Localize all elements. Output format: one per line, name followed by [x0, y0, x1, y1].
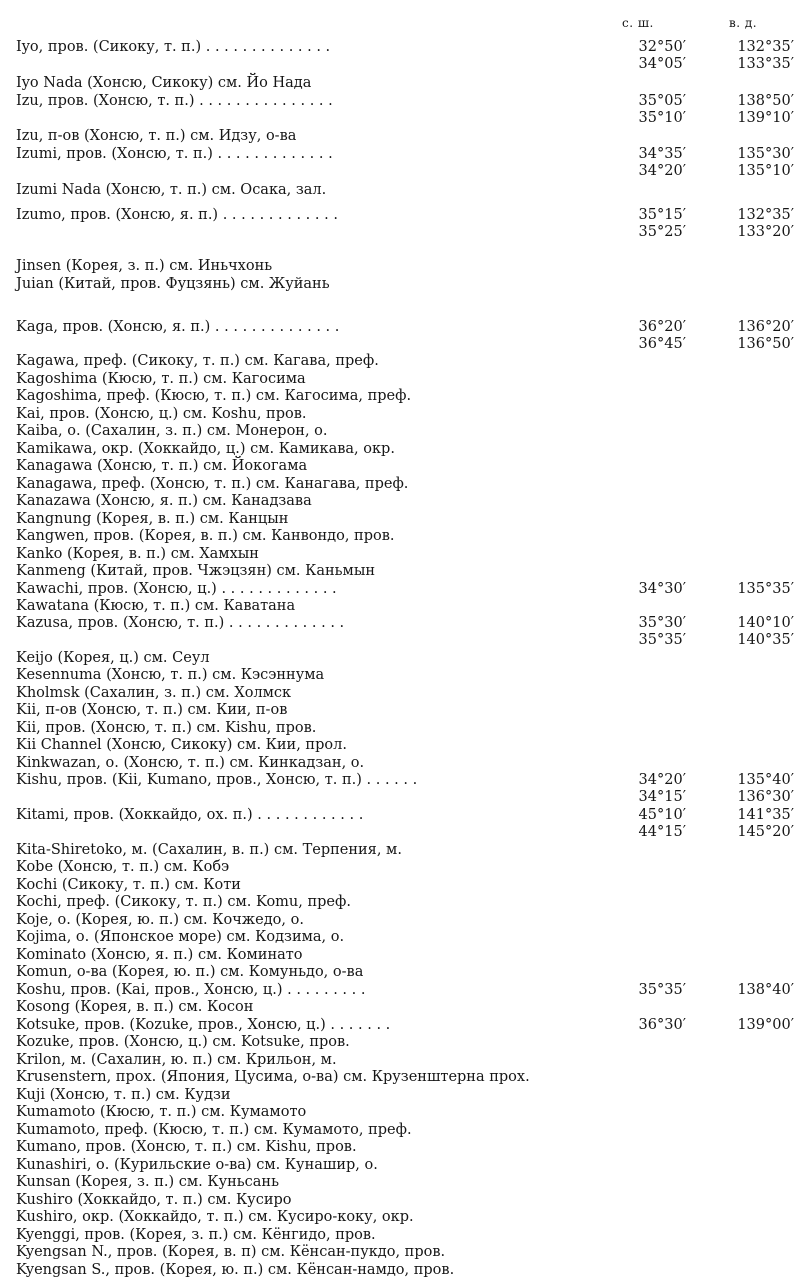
- entry-text: Krusenstern, прох. (Япония, Цусима, о-ва) см. Крузенштерна прох.: [16, 1069, 530, 1085]
- gazetteer-entry: [16, 92, 796, 110]
- longitude-value: 145°20′: [737, 824, 794, 840]
- gazetteer-entry: [16, 806, 796, 824]
- entry-text: Kochi, преф. (Сикоку, т. п.) см. Komu, преф.: [16, 894, 351, 910]
- gazetteer-entry: [16, 1226, 796, 1244]
- coordinate-continuation-row: [16, 109, 796, 127]
- entry-text: Kyenggi, пров. (Корея, з. п.) см. Кёнгидо, пров.: [16, 1227, 376, 1243]
- entry-text: Kazusa, пров. (Хонсю, т. п.) . . . . . . . . . . . . .: [16, 615, 345, 631]
- latitude-value: 36°45′: [638, 336, 686, 352]
- longitude-value: 132°35′: [737, 39, 794, 55]
- gazetteer-entry: [16, 38, 796, 56]
- gazetteer-entry: [16, 275, 796, 293]
- gazetteer-entry: [16, 981, 796, 999]
- entry-text: Izumo, пров. (Хонсю, я. п.) . . . . . . . . . . . . .: [16, 207, 338, 223]
- gazetteer-entry: [16, 858, 796, 876]
- gazetteer-entry: [16, 684, 796, 702]
- longitude-value: 135°35′: [737, 581, 794, 597]
- gazetteer-entry: [16, 614, 796, 632]
- entry-text: Kumamoto (Кюсю, т. п.) см. Кумамото: [16, 1104, 307, 1120]
- entry-text: Kangwen, пров. (Корея, в. п.) см. Канвондо, пров.: [16, 528, 395, 544]
- gazetteer-entry: [16, 1016, 796, 1034]
- entry-text: Kunashiri, о. (Курильские о-ва) см. Кунашир, о.: [16, 1157, 378, 1173]
- gazetteer-entry: [16, 181, 796, 199]
- entry-text: Kagoshima (Кюсю, т. п.) см. Кагосима: [16, 371, 306, 387]
- latitude-value: 34°05′: [638, 56, 686, 72]
- gazetteer-entry: [16, 963, 796, 981]
- longitude-value: 141°35′: [737, 807, 794, 823]
- entry-text: Kii Channel (Хонсю, Сикоку) см. Кии, прол.: [16, 737, 347, 753]
- entry-text: Kanagawa (Хонсю, т. п.) см. Йокогама: [16, 458, 308, 474]
- entry-text: Iyo Nada (Хонсю, Сикоку) см. Йо Нада: [16, 75, 312, 91]
- gazetteer-entry: [16, 649, 796, 667]
- entry-text: Kozuke, пров. (Хонсю, ц.) см. Kotsuke, пров.: [16, 1034, 350, 1050]
- longitude-value: 139°00′: [737, 1017, 794, 1033]
- gazetteer-entry: [16, 74, 796, 92]
- entry-text: Juian (Китай, пров. Фуцзянь) см. Жуйань: [16, 276, 330, 292]
- entry-text: Kaga, пров. (Хонсю, я. п.) . . . . . . . . . . . . . .: [16, 319, 340, 335]
- entry-text: Izumi, пров. (Хонсю, т. п.) . . . . . . . . . . . . .: [16, 146, 333, 162]
- entry-text: Kawatana (Кюсю, т. п.) см. Каватана: [16, 598, 296, 614]
- gazetteer-entry: [16, 1173, 796, 1191]
- gazetteer-entry: [16, 422, 796, 440]
- entry-text: Keijo (Корея, ц.) см. Сеул: [16, 650, 210, 666]
- longitude-value: 136°50′: [737, 336, 794, 352]
- gazetteer-entry: [16, 580, 796, 598]
- gazetteer-entry: [16, 527, 796, 545]
- longitude-value: 140°35′: [737, 632, 794, 648]
- entry-text: Kai, пров. (Хонсю, ц.) см. Koshu, пров.: [16, 406, 307, 422]
- gazetteer-entry: [16, 736, 796, 754]
- latitude-value: 36°20′: [638, 319, 686, 335]
- entry-text: Kagoshima, преф. (Кюсю, т. п.) см. Кагосима, преф.: [16, 388, 412, 404]
- entry-text: Kinkwazan, о. (Хонсю, т. п.) см. Кинкадзан, о.: [16, 755, 365, 771]
- gazetteer-entry: [16, 1068, 796, 1086]
- gazetteer-entry: [16, 1208, 796, 1226]
- entry-text: Kitami, пров. (Хоккайдо, ох. п.) . . . . . . . . . . . .: [16, 807, 364, 823]
- entry-text: Kyengsan N., пров. (Корея, в. п) см. Кёнсан-пукдо, пров.: [16, 1244, 446, 1260]
- entry-text: Izu, пров. (Хонсю, т. п.) . . . . . . . . . . . . . . .: [16, 93, 333, 109]
- gazetteer-entry: [16, 492, 796, 510]
- gazetteer-entry: [16, 928, 796, 946]
- entry-text: Kanazawa (Хонсю, я. п.) см. Канадзава: [16, 493, 312, 509]
- gazetteer-entry: [16, 387, 796, 405]
- coordinate-continuation-row: [16, 55, 796, 73]
- longitude-value: 136°30′: [737, 789, 794, 805]
- entry-text: Kawachi, пров. (Хонсю, ц.) . . . . . . . . . . . . .: [16, 581, 337, 597]
- coordinate-continuation-row: [16, 823, 796, 841]
- gazetteer-entry: [16, 666, 796, 684]
- gazetteer-entry: [16, 257, 796, 275]
- longitude-value: 135°40′: [737, 772, 794, 788]
- coordinate-continuation-row: [16, 335, 796, 353]
- entry-text: Kumamoto, преф. (Кюсю, т. п.) см. Кумамото, преф.: [16, 1122, 412, 1138]
- entry-text: Kaiba, о. (Сахалин, з. п.) см. Монерон, о.: [16, 423, 328, 439]
- longitude-value: 140°10′: [737, 615, 794, 631]
- entry-text: Kosong (Корея, в. п.) см. Косон: [16, 999, 254, 1015]
- longitude-value: 132°35′: [737, 207, 794, 223]
- gazetteer-entry: [16, 841, 796, 859]
- entry-text: Kanko (Корея, в. п.) см. Хамхын: [16, 546, 259, 562]
- entry-text: Kojima, о. (Японское море) см. Кодзима, о.: [16, 929, 345, 945]
- gazetteer-entry: [16, 893, 796, 911]
- gazetteer-entry: [16, 1033, 796, 1051]
- gazetteer-entry: [16, 127, 796, 145]
- coordinate-continuation-row: [16, 162, 796, 180]
- longitude-column-header: в. д.: [729, 16, 758, 30]
- latitude-value: 35°25′: [638, 224, 686, 240]
- latitude-value: 44°15′: [638, 824, 686, 840]
- gazetteer-entry: [16, 1191, 796, 1209]
- latitude-value: 35°35′: [638, 632, 686, 648]
- gazetteer-entry: [16, 206, 796, 224]
- latitude-value: 35°35′: [638, 982, 686, 998]
- gazetteer-entry: [16, 510, 796, 528]
- longitude-value: 139°10′: [737, 110, 794, 126]
- gazetteer-entry: [16, 771, 796, 789]
- latitude-value: 34°20′: [638, 772, 686, 788]
- entry-text: Komun, о-ва (Корея, ю. п.) см. Комуньдо, о-ва: [16, 964, 364, 980]
- entry-text: Kumano, пров. (Хонсю, т. п.) см. Kishu, пров.: [16, 1139, 357, 1155]
- gazetteer-entry: [16, 911, 796, 929]
- gazetteer-entry: [16, 1138, 796, 1156]
- gazetteer-entry: [16, 1121, 796, 1139]
- entry-text: Kominato (Хонсю, я. п.) см. Коминато: [16, 947, 303, 963]
- entry-text: Iyo, пров. (Сикоку, т. п.) . . . . . . . . . . . . . .: [16, 39, 331, 55]
- gazetteer-entry: [16, 876, 796, 894]
- latitude-value: 35°30′: [638, 615, 686, 631]
- longitude-value: 133°20′: [737, 224, 794, 240]
- coordinate-continuation-row: [16, 788, 796, 806]
- entry-text: Kamikawa, окр. (Хоккайдо, ц.) см. Камикава, окр.: [16, 441, 395, 457]
- longitude-value: 138°50′: [737, 93, 794, 109]
- latitude-value: 35°10′: [638, 110, 686, 126]
- entry-text: Kyengsan S., пров. (Корея, ю. п.) см. Кёнсан-намдо, пров.: [16, 1262, 455, 1278]
- latitude-value: 34°20′: [638, 163, 686, 179]
- gazetteer-entry: [16, 370, 796, 388]
- gazetteer-entry: [16, 1261, 796, 1279]
- gazetteer-entry: [16, 1086, 796, 1104]
- entry-text: Jinsen (Корея, з. п.) см. Иньчхонь: [16, 258, 273, 274]
- gazetteer-entry: [16, 754, 796, 772]
- gazetteer-entry: [16, 440, 796, 458]
- longitude-value: 133°35′: [737, 56, 794, 72]
- latitude-value: 35°05′: [638, 93, 686, 109]
- entry-text: Izumi Nada (Хонсю, т. п.) см. Осака, зал.: [16, 182, 327, 198]
- latitude-value: 35°15′: [638, 207, 686, 223]
- gazetteer-entry: [16, 145, 796, 163]
- gazetteer-entry: [16, 946, 796, 964]
- gazetteer-entry: [16, 318, 796, 336]
- latitude-value: 45°10′: [638, 807, 686, 823]
- entry-text: Kobe (Хонсю, т. п.) см. Кобэ: [16, 859, 230, 875]
- latitude-value: 34°15′: [638, 789, 686, 805]
- latitude-value: 36°30′: [638, 1017, 686, 1033]
- entry-text: Krilon, м. (Сахалин, ю. п.) см. Крильон, м.: [16, 1052, 337, 1068]
- gazetteer-entry: [16, 1243, 796, 1261]
- entry-text: Koje, о. (Корея, ю. п.) см. Кочжедо, о.: [16, 912, 304, 928]
- entry-text: Kanmeng (Китай, пров. Чжэцзян) см. Каньмын: [16, 563, 376, 579]
- entry-text: Kanagawa, преф. (Хонсю, т. п.) см. Канагава, преф.: [16, 476, 409, 492]
- entry-text: Kii, пров. (Хонсю, т. п.) см. Kishu, пров.: [16, 720, 317, 736]
- latitude-column-header: с. ш.: [622, 16, 654, 30]
- gazetteer-entry: [16, 475, 796, 493]
- entry-text: Kii, п-ов (Хонсю, т. п.) см. Кии, п-ов: [16, 702, 288, 718]
- gazetteer-entry: [16, 1103, 796, 1121]
- longitude-value: 138°40′: [737, 982, 794, 998]
- entry-text: Kholmsk (Сахалин, з. п.) см. Холмск: [16, 685, 292, 701]
- entry-text: Kagawa, преф. (Сикоку, т. п.) см. Кагава, преф.: [16, 353, 379, 369]
- longitude-value: 136°20′: [737, 319, 794, 335]
- gazetteer-entry: [16, 457, 796, 475]
- coordinate-continuation-row: [16, 223, 796, 241]
- gazetteer-entry: [16, 352, 796, 370]
- gazetteer-entry: [16, 597, 796, 615]
- latitude-value: 32°50′: [638, 39, 686, 55]
- gazetteer-entry: [16, 701, 796, 719]
- entry-text: Kuji (Хонсю, т. п.) см. Кудзи: [16, 1087, 231, 1103]
- entry-text: Kochi (Сикоку, т. п.) см. Коти: [16, 877, 241, 893]
- gazetteer-entry: [16, 405, 796, 423]
- entry-text: Kita-Shiretoko, м. (Сахалин, в. п.) см. Терпения, м.: [16, 842, 402, 858]
- gazetteer-entry: [16, 562, 796, 580]
- latitude-value: 34°30′: [638, 581, 686, 597]
- entry-text: Kishu, пров. (Kii, Kumano, пров., Хонсю, т. п.) . . . . . .: [16, 772, 418, 788]
- entry-text: Izu, п-ов (Хонсю, т. п.) см. Идзу, о-ва: [16, 128, 297, 144]
- gazetteer-entry: [16, 1051, 796, 1069]
- gazetteer-entry: [16, 545, 796, 563]
- longitude-value: 135°10′: [737, 163, 794, 179]
- entry-text: Kushiro, окр. (Хоккайдо, т. п.) см. Кусиро-коку, окр.: [16, 1209, 414, 1225]
- gazetteer-entry: [16, 719, 796, 737]
- entry-text: Kesennuma (Хонсю, т. п.) см. Кэсэннума: [16, 667, 325, 683]
- entry-text: Kangnung (Корея, в. п.) см. Канцын: [16, 511, 289, 527]
- coordinate-continuation-row: [16, 631, 796, 649]
- entry-text: Kushiro (Хоккайдо, т. п.) см. Кусиро: [16, 1192, 292, 1208]
- longitude-value: 135°30′: [737, 146, 794, 162]
- entry-text: Koshu, пров. (Kai, пров., Хонсю, ц.) . . . . . . . . .: [16, 982, 366, 998]
- gazetteer-entry: [16, 998, 796, 1016]
- latitude-value: 34°35′: [638, 146, 686, 162]
- gazetteer-entry: [16, 1156, 796, 1174]
- entry-text: Kotsuke, пров. (Kozuke, пров., Хонсю, ц.) . . . . . . .: [16, 1017, 391, 1033]
- entry-text: Kunsan (Корея, з. п.) см. Куньсань: [16, 1174, 279, 1190]
